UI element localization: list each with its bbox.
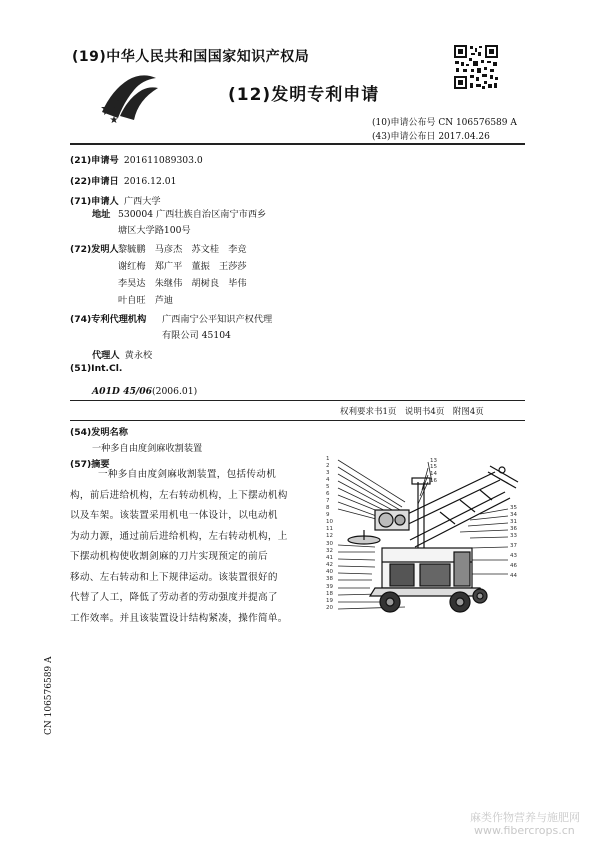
address-line-2: 塘区大学路100号 xyxy=(118,225,191,236)
figure-label: 39 xyxy=(326,584,333,590)
figure-label: 34 xyxy=(510,512,517,518)
figure-label: 3 xyxy=(326,470,330,476)
inventors-row-3: 李昊达 朱继伟 胡树良 毕伟 xyxy=(118,278,247,289)
inventors-row-2: 谢红梅 郑广平 董振 王莎莎 xyxy=(118,261,247,272)
figure-label: 43 xyxy=(510,553,517,559)
figure-label: 10 xyxy=(326,519,333,525)
publication-number: (10)申请公布号 CN 106576589 A xyxy=(372,118,517,128)
figure-label: 37 xyxy=(510,543,517,549)
application-date: 2016.12.01 xyxy=(123,176,177,187)
harvester-drawing xyxy=(320,452,530,622)
application-number-label: (21)申请号 xyxy=(70,155,119,166)
abstract-line: 以及车架。该装置采用机电一体设计，以电动机 xyxy=(70,510,278,521)
office-name: (19)中华人民共和国国家知识产权局 xyxy=(72,49,310,65)
header-divider xyxy=(70,143,525,145)
address-label: 地址 xyxy=(92,209,111,220)
pages-summary: 权利要求书1页 说明书4页 附图4页 xyxy=(340,407,484,417)
figure-label: 38 xyxy=(326,576,333,582)
figure-label: 40 xyxy=(326,569,333,575)
abstract-line: 构，前后进给机构，左右转动机构，上下摆动机构 xyxy=(70,489,288,501)
figure-label: 42 xyxy=(326,562,333,568)
agency-line-1: 广西南宁公平知识产权代理 xyxy=(162,314,273,325)
figure-label: 19 xyxy=(326,598,333,604)
figure-label: 46 xyxy=(510,563,517,569)
applicant: 广西大学 xyxy=(123,196,161,207)
int-cl-label: (51)Int.Cl. xyxy=(70,363,123,374)
figure-label: 44 xyxy=(510,573,517,579)
figure-label: 31 xyxy=(510,519,517,525)
figure-label: 9 xyxy=(326,512,330,518)
figure-label: 36 xyxy=(510,526,517,532)
abstract-line: 为动力源，通过前后进给机构，左右转动机构，上 xyxy=(70,530,288,542)
invention-title-label: (54)发明名称 xyxy=(70,427,128,438)
agency-line-2: 有限公司 45104 xyxy=(162,330,231,341)
watermark-url: www.fibercrops.cn xyxy=(474,824,575,837)
applicant-label: (71)申请人 xyxy=(70,196,119,207)
agent-label: 代理人 xyxy=(92,350,120,361)
inventors-row-1: 黎毓鹏 马彦杰 苏文桂 李竞 xyxy=(118,244,247,255)
figure-label: 16 xyxy=(430,478,437,484)
abstract-text xyxy=(70,465,288,629)
figure-label: 7 xyxy=(326,498,330,504)
abstract-line: 代替了人工，降低了劳动者的劳动强度并提高了 xyxy=(70,592,278,603)
figure-label: 2 xyxy=(326,463,330,469)
inventors-row-4: 叶自旺 芦迪 xyxy=(118,295,174,306)
figure-label: 33 xyxy=(510,533,517,539)
cnipa-logo-icon xyxy=(98,72,162,124)
document-type-title: (12)发明专利申请 xyxy=(228,85,380,105)
figure-label: 15 xyxy=(430,464,437,470)
watermark-site-name: 麻类作物营养与施肥网 xyxy=(470,811,580,824)
int-cl-row xyxy=(92,379,197,398)
invention-title: 一种多自由度剑麻收割装置 xyxy=(92,443,203,454)
application-date-row xyxy=(70,169,176,188)
address-line-1: 530004 广西壮族自治区南宁市西乡 xyxy=(118,209,267,220)
figure-label: 11 xyxy=(326,526,333,532)
qr-code-icon xyxy=(453,44,499,90)
application-date-label: (22)申请日 xyxy=(70,176,119,187)
application-number-row xyxy=(70,148,203,167)
agent: 黄永校 xyxy=(124,350,153,361)
figure-label: 4 xyxy=(326,477,330,483)
abstract-line: 一种多自由度剑麻收割装置，包括传动机 xyxy=(98,469,277,480)
int-cl-version: (2006.01) xyxy=(152,386,198,397)
abstract-figure xyxy=(320,452,530,622)
publication-date: (43)申请公布日 2017.04.26 xyxy=(372,132,490,142)
biblio-divider xyxy=(70,400,525,401)
figure-label: 1 xyxy=(326,456,330,462)
figure-label: 13 xyxy=(430,458,437,464)
agent-row xyxy=(92,343,152,362)
side-publication-number: CN 106576589 A xyxy=(44,656,54,735)
figure-label: 5 xyxy=(326,484,330,490)
figure-label: 18 xyxy=(326,591,333,597)
figure-label: 41 xyxy=(326,555,333,561)
figure-label: 12 xyxy=(326,533,333,539)
application-number: 201611089303.0 xyxy=(123,155,203,166)
abstract-line: 下摆动机构使收割剑麻的刀片实现预定的前后 xyxy=(70,551,268,562)
figure-label: 14 xyxy=(430,471,437,477)
figure-label: 20 xyxy=(326,605,333,611)
figure-label: 8 xyxy=(326,505,330,511)
abstract-line: 移动、左右转动和上下规律运动。该装置很好的 xyxy=(70,571,278,583)
agency-label: (74)专利代理机构 xyxy=(70,314,147,325)
figure-label: 6 xyxy=(326,491,330,497)
abstract-line: 工作效率。并且该装置设计结构紧凑，操作简单。 xyxy=(70,612,288,624)
summary-divider xyxy=(70,420,525,421)
figure-label: 35 xyxy=(510,505,517,511)
abstract-label: (57)摘要 xyxy=(70,459,110,470)
inventors-label: (72)发明人 xyxy=(70,244,119,255)
int-cl-code: A01D 45/06 xyxy=(92,386,153,397)
figure-label: 32 xyxy=(326,548,333,554)
figure-label: 30 xyxy=(326,541,333,547)
